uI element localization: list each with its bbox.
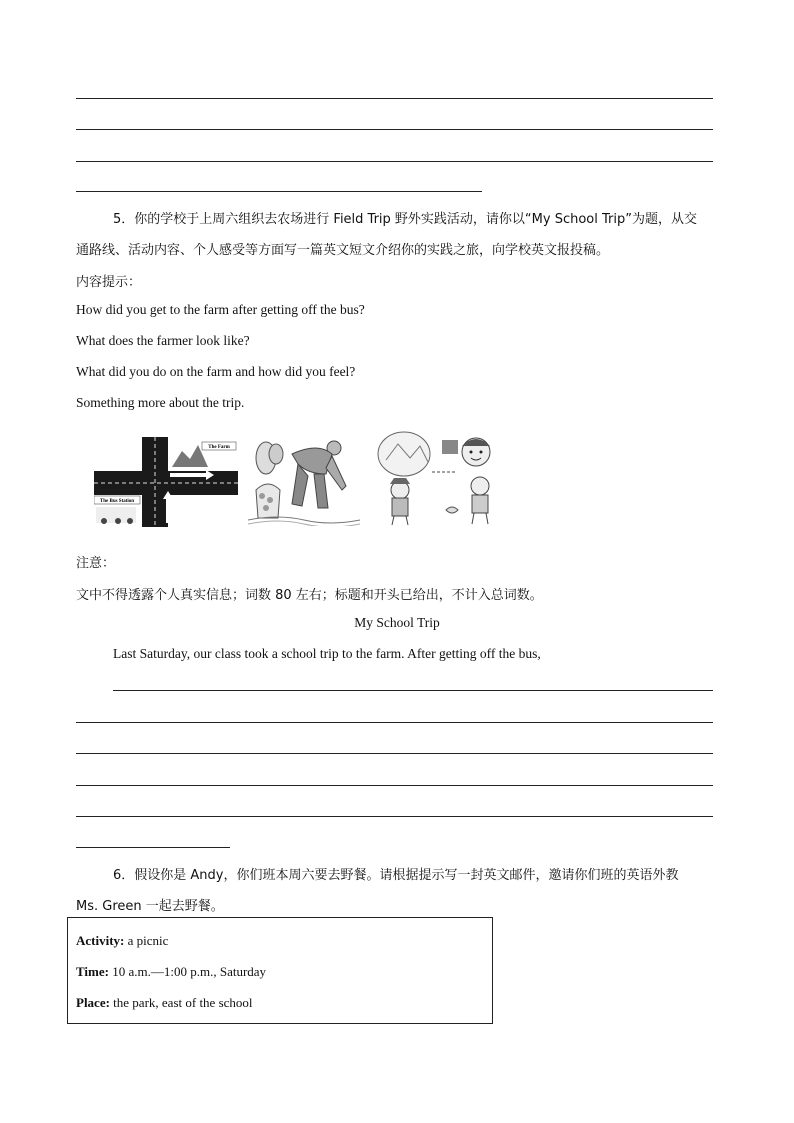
essay-writing-line bbox=[76, 722, 713, 723]
essay-writing-line bbox=[76, 847, 230, 848]
q5-hint-2: What does the farmer look like? bbox=[76, 333, 250, 348]
answer-line bbox=[76, 129, 713, 130]
activity-value: a picnic bbox=[124, 933, 169, 948]
info-place bbox=[76, 995, 253, 1011]
essay-opening: Last Saturday, our class took a school trip to the farm. After getting off the bus, bbox=[113, 646, 541, 661]
essay-writing-line bbox=[76, 785, 713, 786]
essay-title: My School Trip bbox=[354, 615, 440, 630]
map-label-farm: The Farm bbox=[208, 445, 230, 450]
q5-note-label: 注意： bbox=[76, 556, 116, 571]
q6-prompt-text: 假设你是 Andy，你们班本周六要去野餐。请根据提示写一封英文邮件，邀请你们班的英语外教 bbox=[134, 868, 679, 883]
q6-prompt-line1 bbox=[113, 864, 679, 883]
essay-writing-line bbox=[76, 816, 713, 817]
place-label: Place: bbox=[76, 995, 110, 1010]
info-time bbox=[76, 964, 266, 980]
essay-writing-line bbox=[76, 753, 713, 754]
picnic-info-box bbox=[67, 917, 493, 1024]
farmer-illustration bbox=[248, 434, 360, 526]
time-value: 10 a.m.—1:00 p.m., Saturday bbox=[108, 964, 267, 979]
q5-hints-label: 内容提示： bbox=[76, 275, 142, 290]
q6-prompt-line2: Ms. Green 一起去野餐。 bbox=[76, 899, 224, 914]
q5-prompt-line1 bbox=[113, 208, 697, 227]
q5-hint-1: How did you get to the farm after getting off the bus? bbox=[76, 302, 365, 317]
q5-prompt-text: 你的学校于上周六组织去农场进行 Field Trip 野外实践活动，请你以“My School Trip”为题，从交 bbox=[134, 212, 697, 227]
info-activity bbox=[76, 933, 168, 949]
time-label: Time: bbox=[76, 964, 109, 979]
map-label-bus-station: The Bus Station bbox=[99, 499, 135, 504]
q5-hint-3: What did you do on the farm and how did you feel? bbox=[76, 364, 356, 379]
answer-line bbox=[76, 191, 482, 192]
activity-label: Activity: bbox=[76, 933, 125, 948]
answer-line bbox=[76, 161, 713, 162]
farm-activity-illustration bbox=[376, 428, 504, 526]
essay-writing-line bbox=[113, 690, 713, 691]
q5-hint-4: Something more about the trip. bbox=[76, 395, 245, 410]
q5-prompt-line2: 通路线、活动内容、个人感受等方面写一篇英文短文介绍你的实践之旅，向学校英文报投稿。 bbox=[76, 243, 610, 258]
q6-number: 6． bbox=[113, 868, 135, 883]
answer-line bbox=[76, 98, 713, 99]
q5-note-text: 文中不得透露个人真实信息；词数 80 左右；标题和开头已给出，不计入总词数。 bbox=[76, 588, 543, 603]
place-value: the park, east of the school bbox=[109, 995, 253, 1010]
q5-number: 5． bbox=[113, 212, 135, 227]
route-map-illustration bbox=[94, 437, 238, 527]
